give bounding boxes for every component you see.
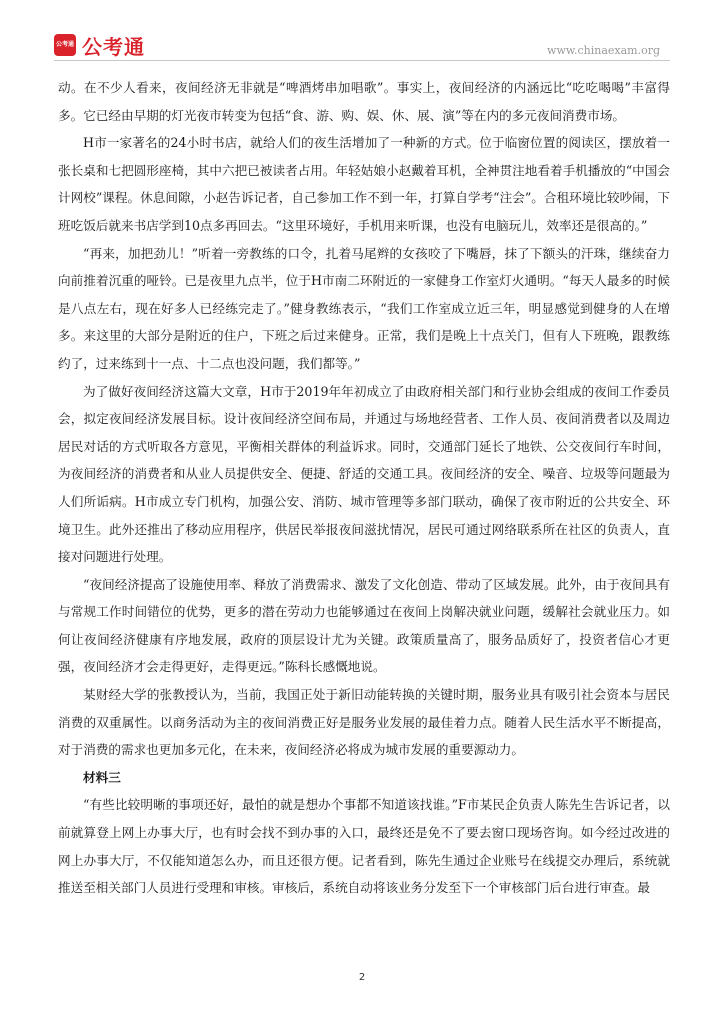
paragraph: “再来，加把劲儿！”听着一旁教练的口令，扎着马尾辫的女孩咬了下嘴唇，抹了下额头的汗珠，继续奋力向前推着沉重的哑铃。已是夜里九点半，位于H市南二环附近的一家健身工作室灯火通明。“每天人最多的时候是八点左右，现在好多人已经练完走了。”健身教练表示，“我们工作室成立近三年，明显感觉到健身的人在增多。来这里的大部分是附近的住户，下班之后过来健身。正常，我们是晚上十点关门，但有人下班晚，跟教练约了，过来练到十一点、十二点也没问题，我们都等。”: [58, 245, 670, 371]
paragraph: H市一家著名的24小时书店，就给人们的夜生活增加了一种新的方式。位于临窗位置的阅读区，摆放着一张长桌和七把圆形座椅，其中六把已被读者占用。年轻姑娘小赵戴着耳机，全神贯注地看着手机播放的“中国会计网校”课程。休息间隙，小赵告诉记者，自己参加工作不到一年，打算自学考“注会”。合租环境比较吵闹，下班吃饭后就来书店学到10点多再回去。“这里环境好，手机用来听课，也没有电脑玩儿，效率还是很高的。”: [58, 135, 670, 233]
site-logo[interactable]: [54, 34, 145, 59]
page-header: [0, 0, 724, 64]
paragraph: 动。在不少人看来，夜间经济无非就是“啤酒烤串加唱歌”。事实上，夜间经济的内涵远比“吃吃喝喝”丰富得多。它已经由早期的灯光夜市转变为包括“食、游、购、娱、休、展、演”等在内的多元夜间消费市场。: [58, 80, 670, 123]
header-divider: [54, 60, 670, 61]
paragraph: 为了做好夜间经济这篇大文章，H市于2019年年初成立了由政府相关部门和行业协会组成的夜间工作委员会，拟定夜间经济发展目标。设计夜间经济空间布局，并通过与场地经营者、工作人员、夜间消费者以及周边居民对话的方式听取各方意见，平衡相关群体的利益诉求。同时，交通部门延长了地铁、公交夜间行车时间，为夜间经济的消费者和从业人员提供安全、便捷、舒适的交通工具。夜间经济的安全、噪音、垃圾等问题最为人们所诟病。H市成立专门机构，加强公安、消防、城市管理等多部门联动，确保了夜市附近的公共安全、环境卫生。此外还推出了移动应用程序，供居民举报夜间滋扰情况，居民可通过网络联系所在社区的负责人，直接对问题进行处理。: [58, 383, 670, 565]
section-title: 材料三: [83, 769, 121, 785]
paragraph: “有些比较明晰的事项还好，最怕的就是想办个事都不知道该找谁。”F市某民企负责人陈先生告诉记者，以前就算登上网上办事大厅，也有时会找不到办事的入口，最终还是免不了要去窗口现场咨询。如今经过改进的网上办事大厅，不仅能知道怎么办，而且还很方便。记者看到，陈先生通过企业账号在线提交办理后，系统就推送至相关部门人员进行受理和审核。审核后，系统自动将该业务分发至下一个审核部门后台进行审查。最: [58, 797, 670, 896]
document-body: [58, 74, 670, 902]
page-number: 2: [358, 972, 366, 983]
paragraph: 某财经大学的张教授认为，当前，我国正处于新旧动能转换的关键时期，服务业具有吸引社会资本与居民消费的双重属性。以商务活动为主的夜间消费正好是服务业发展的最佳着力点。随着人民生活水平不断提高，对于消费的需求也更加多元化，在未来，夜间经济必将成为城市发展的重要源动力。: [58, 687, 670, 758]
logo-text: 公考通: [82, 34, 145, 59]
site-url[interactable]: www.chinaexam.org: [547, 44, 660, 57]
paragraph: “夜间经济提高了设施使用率、释放了消费需求、激发了文化创造、带动了区域发展。此外，由于夜间具有与常规工作时间错位的优势，更多的潜在劳动力也能够通过在夜间上岗解决就业问题，缓解社会就业压力。如何让夜间经济健康有序地发展，政府的顶层设计尤为关键。政策质量高了，服务品质好了，投资者信心才更强，夜间经济才会走得更好，走得更远。”陈科长感慨地说。: [58, 576, 670, 675]
logo-badge-icon: 公考通: [54, 34, 76, 56]
